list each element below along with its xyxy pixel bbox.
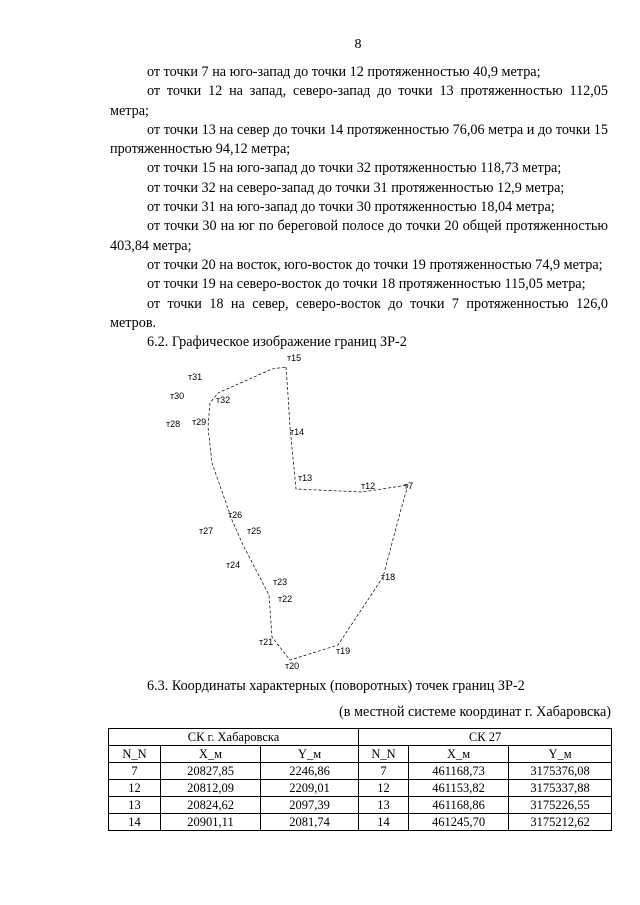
point-label-t31: т31 bbox=[188, 372, 203, 382]
point-label-t25: т25 bbox=[247, 526, 262, 536]
point-label-t21: т21 bbox=[259, 637, 274, 647]
table-cell: 461245,70 bbox=[409, 814, 509, 831]
group-header-sk27: СК 27 bbox=[359, 729, 612, 746]
point-label-t30: т30 bbox=[170, 391, 185, 401]
table-cell: 20824,62 bbox=[161, 797, 261, 814]
table-cell: 3175226,55 bbox=[509, 797, 612, 814]
table-cell: 7 bbox=[359, 763, 409, 780]
paragraph: от точки 31 на юго-запад до точки 30 протяженностью 18,04 метра; bbox=[147, 199, 555, 216]
paragraph: от точки 19 на северо-восток до точки 18 протяженностью 115,05 метра; bbox=[147, 276, 586, 293]
table-row bbox=[109, 763, 612, 780]
point-label-t32: т32 bbox=[216, 395, 231, 405]
boundary-description bbox=[110, 63, 608, 352]
table-cell: 14 bbox=[359, 814, 409, 831]
point-label-t7: т7 bbox=[404, 481, 414, 491]
table-cell: 2209,01 bbox=[261, 780, 359, 797]
point-label-t13: т13 bbox=[298, 473, 313, 483]
point-label-t27: т27 bbox=[199, 526, 214, 536]
table-cell: 20812,09 bbox=[161, 780, 261, 797]
table-cell: 7 bbox=[109, 763, 161, 780]
point-label-t24: т24 bbox=[226, 560, 241, 570]
page-number: 8 bbox=[354, 37, 362, 52]
group-header-local: СК г. Хабаровска bbox=[109, 729, 359, 746]
point-label-t29: т29 bbox=[192, 417, 207, 427]
point-label-t28: т28 bbox=[166, 419, 181, 429]
coordinate-system-note: (в местной системе координат г. Хабаровска) bbox=[339, 704, 611, 720]
table-group-header-row bbox=[109, 729, 612, 746]
table-cell: 12 bbox=[359, 780, 409, 797]
table-cell: 3175337,88 bbox=[509, 780, 612, 797]
table-cell: 2097,39 bbox=[261, 797, 359, 814]
column-header: X_м bbox=[409, 746, 509, 763]
coordinates-table bbox=[108, 728, 612, 831]
point-label-t26: т26 bbox=[228, 510, 243, 520]
boundary-plan bbox=[150, 345, 450, 675]
point-label-t18: т18 bbox=[381, 572, 396, 582]
table-header-row bbox=[109, 746, 612, 763]
paragraph: от точки 15 на юго-запад до точки 32 протяженностью 118,73 метра; bbox=[147, 160, 562, 177]
point-label-t20: т20 bbox=[285, 661, 300, 671]
paragraph: от точки 12 на запад, северо-запад до точки 13 протяженностью 112,05 метра; bbox=[110, 83, 608, 119]
table-row bbox=[109, 780, 612, 797]
point-label-t19: т19 bbox=[336, 646, 351, 656]
point-label-t14: т14 bbox=[290, 427, 305, 437]
paragraph: от точки 13 на север до точки 14 протяженностью 76,06 метра и до точки 15 протяженностью 94,12 метра; bbox=[110, 121, 608, 158]
table-cell: 461168,86 bbox=[409, 797, 509, 814]
table-cell: 461153,82 bbox=[409, 780, 509, 797]
table-cell: 13 bbox=[109, 797, 161, 814]
column-header: N_N bbox=[359, 746, 409, 763]
point-label-t23: т23 bbox=[273, 577, 288, 587]
table-cell: 3175376,08 bbox=[509, 763, 612, 780]
table-row bbox=[109, 814, 612, 831]
point-label-t12: т12 bbox=[361, 481, 376, 491]
paragraph: от точки 30 на юг по береговой полосе до точки 20 общей протяженностью 403,84 метра; bbox=[110, 218, 608, 254]
table-cell: 2246,86 bbox=[261, 763, 359, 780]
paragraph: от точки 20 на восток, юго-восток до точки 19 протяженностью 74,9 метра; bbox=[147, 256, 603, 273]
table-cell: 461168,73 bbox=[409, 763, 509, 780]
table-cell: 20901,11 bbox=[161, 814, 261, 831]
column-header: N_N bbox=[109, 746, 161, 763]
table-cell: 3175212,62 bbox=[509, 814, 612, 831]
paragraph: от точки 18 на север, северо-восток до точки 7 протяженностью 126,0 метров. bbox=[110, 295, 608, 331]
table-cell: 12 bbox=[109, 780, 161, 797]
section-6-3-title: 6.3. Координаты характерных (поворотных) точек границ ЗР-2 bbox=[147, 678, 525, 694]
column-header: Y_м bbox=[261, 746, 359, 763]
paragraph: от точки 32 на северо-запад до точки 31 протяженностью 12,9 метра; bbox=[147, 179, 565, 196]
table-cell: 13 bbox=[359, 797, 409, 814]
table-row bbox=[109, 797, 612, 814]
point-label-t15: т15 bbox=[287, 353, 302, 363]
table-cell: 2081,74 bbox=[261, 814, 359, 831]
point-label-t22: т22 bbox=[278, 594, 293, 604]
column-header: Y_м bbox=[509, 746, 612, 763]
table-cell: 14 bbox=[109, 814, 161, 831]
column-header: X_м bbox=[161, 746, 261, 763]
paragraph: от точки 7 на юго-запад до точки 12 протяженностью 40,9 метра; bbox=[147, 64, 541, 80]
table-cell: 20827,85 bbox=[161, 763, 261, 780]
section-6-2-title: 6.2. Графическое изображение границ ЗР-2 bbox=[147, 334, 407, 351]
